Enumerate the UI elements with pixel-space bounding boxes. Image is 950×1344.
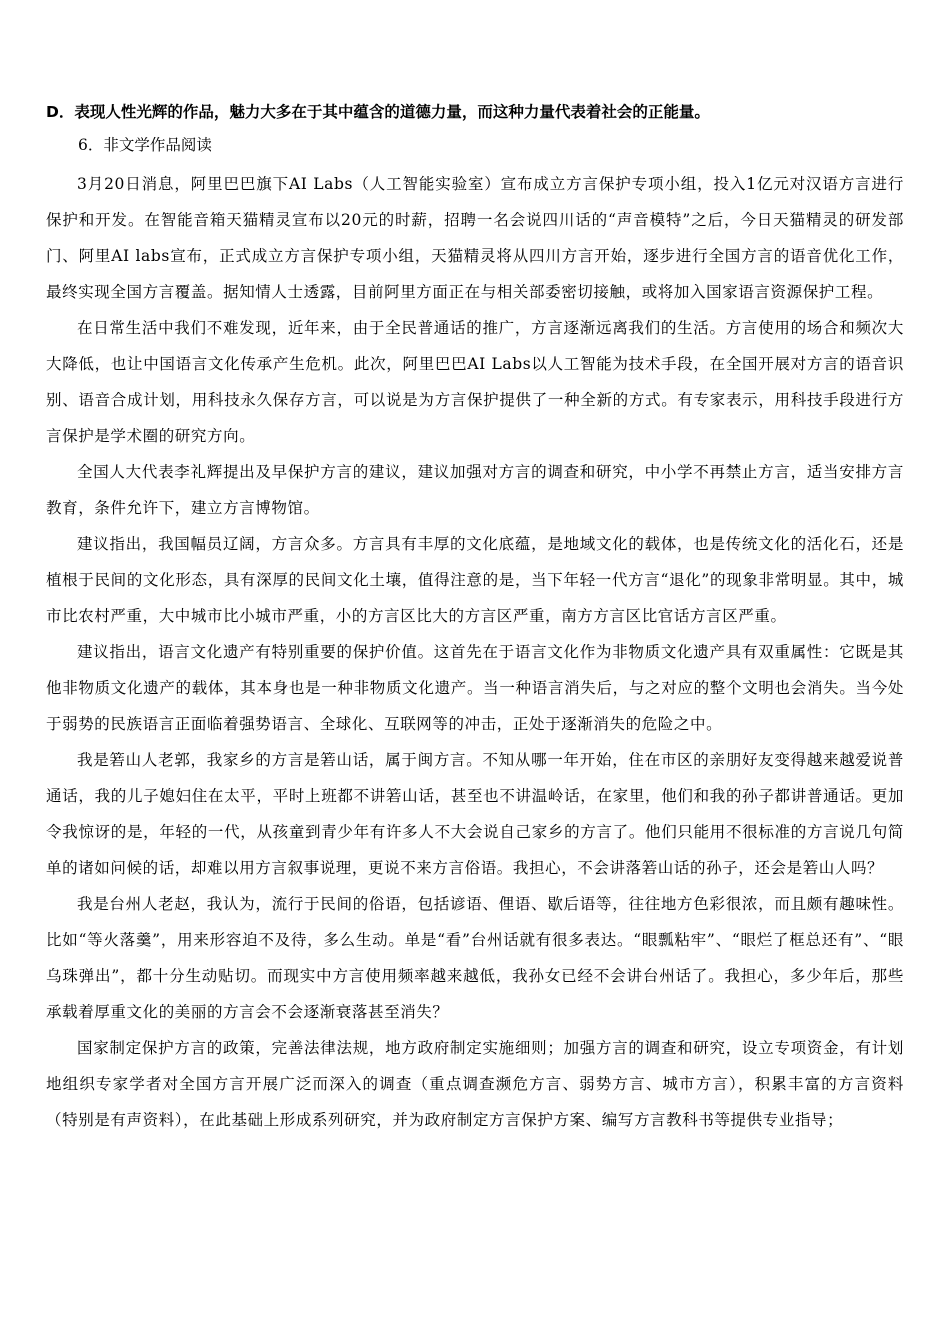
paragraph-deputy-proposal: 全国人大代表李礼辉提出及早保护方言的建议，建议加强对方言的调查和研究，中小学不再禁止方言，适当安排方言教育，条件允许下，建立方言博物馆。: [46, 463, 904, 517]
section-heading: 6．非文学作品阅读: [78, 136, 212, 154]
paragraph-dialect-decline: 在日常生活中我们不难发现，近年来，由于全民普通话的推广，方言逐渐远离我们的生活。方言使用的场合和频次大大降低，也让中国语言文化传承产生危机。此次，阿里巴巴AI Labs以人工智能为技术手段，在全国开展对方言的语音识别、语音合成计划，用科技永久保存方言，可以说是为方言保护提供了一种全新的方式。有专家表示，用科技手段进行方言保护是学术圈的研究方向。: [46, 319, 904, 445]
paragraph-lao-guo: 我是箬山人老郭，我家乡的方言是箬山话，属于闽方言。不知从哪一年开始，住在市区的亲朋好友变得越来越爱说普通话，我的儿子媳妇住在太平，平时上班都不讲箬山话，甚至也不讲温岭话，在家里，他们和我的孙子都讲普通话。更加令我惊讶的是，年轻的一代，从孩童到青少年有许多人不大会说自己家乡的方言了。他们只能用不很标准的方言说几句简单的诸如问候的话，却难以用方言叙事说理，更说不来方言俗语。我担心，不会讲落箬山话的孙子，还会是箬山人吗？: [46, 751, 904, 877]
paragraph-ai-labs-announcement: 3月20日消息，阿里巴巴旗下AI Labs（人工智能实验室）宣布成立方言保护专项小组，投入1亿元对汉语方言进行保护和开发。在智能音箱天猫精灵宣布以20元的时薪，招聘一名会说四川话的“声音模特”之后，今日天猫精灵的研发部门、阿里AI labs宣布，正式成立方言保护专项小组，天猫精灵将从四川方言开始，逐步进行全国方言的语音优化工作，最终实现全国方言覆盖。据知情人士透露，目前阿里方面正在与相关部委密切接触，或将加入国家语言资源保护工程。: [46, 175, 904, 301]
paragraph-policy-suggestions: 国家制定保护方言的政策，完善法律法规，地方政府制定实施细则；加强方言的调查和研究，设立专项资金，有计划地组织专家学者对全国方言开展广泛而深入的调查（重点调查濒危方言、弱势方言、城市方言），积累丰富的方言资料（特别是有声资料），在此基础上形成系列研究，并为政府制定方言保护方案、编写方言教科书等提供专业指导；: [46, 1039, 904, 1129]
answer-option-d: D．表现人性光辉的作品，魅力大多在于其中蕴含的道德力量，而这种力量代表着社会的正能量。: [46, 103, 710, 121]
document-page: [46, 100, 904, 1138]
paragraph-lao-zhao: 我是台州人老赵，我认为，流行于民间的俗语，包括谚语、俚语、歇后语等，往往地方色彩很浓，而且颇有趣味性。比如“等火落羹”，用来形容迫不及待，多么生动。单是“看”台州话就有很多表达。“眼瓢粘牢”、“眼烂了框总还有”、“眼乌珠弹出”，都十分生动贴切。而现实中方言使用频率越来越低，我孙女已经不会讲台州话了。我担心，多少年后，那些承载着厚重文化的美丽的方言会不会逐渐衰落甚至消失？: [46, 895, 904, 1021]
paragraph-heritage-value: 建议指出，语言文化遗产有特别重要的保护价值。这首先在于语言文化作为非物质文化遗产具有双重属性：它既是其他非物质文化遗产的载体，其本身也是一种非物质文化遗产。当一种语言消失后，与之对应的整个文明也会消失。当今处于弱势的民族语言正面临着强势语言、全球化、互联网等的冲击，正处于逐渐消失的危险之中。: [46, 643, 904, 733]
paragraph-dialect-degradation: 建议指出，我国幅员辽阔，方言众多。方言具有丰厚的文化底蕴，是地域文化的载体，也是传统文化的活化石，还是植根于民间的文化形态，具有深厚的民间文化土壤，值得注意的是，当下年轻一代方言“退化”的现象非常明显。其中，城市比农村严重，大中城市比小城市严重，小的方言区比大的方言区严重，南方方言区比官话方言区严重。: [46, 535, 904, 625]
